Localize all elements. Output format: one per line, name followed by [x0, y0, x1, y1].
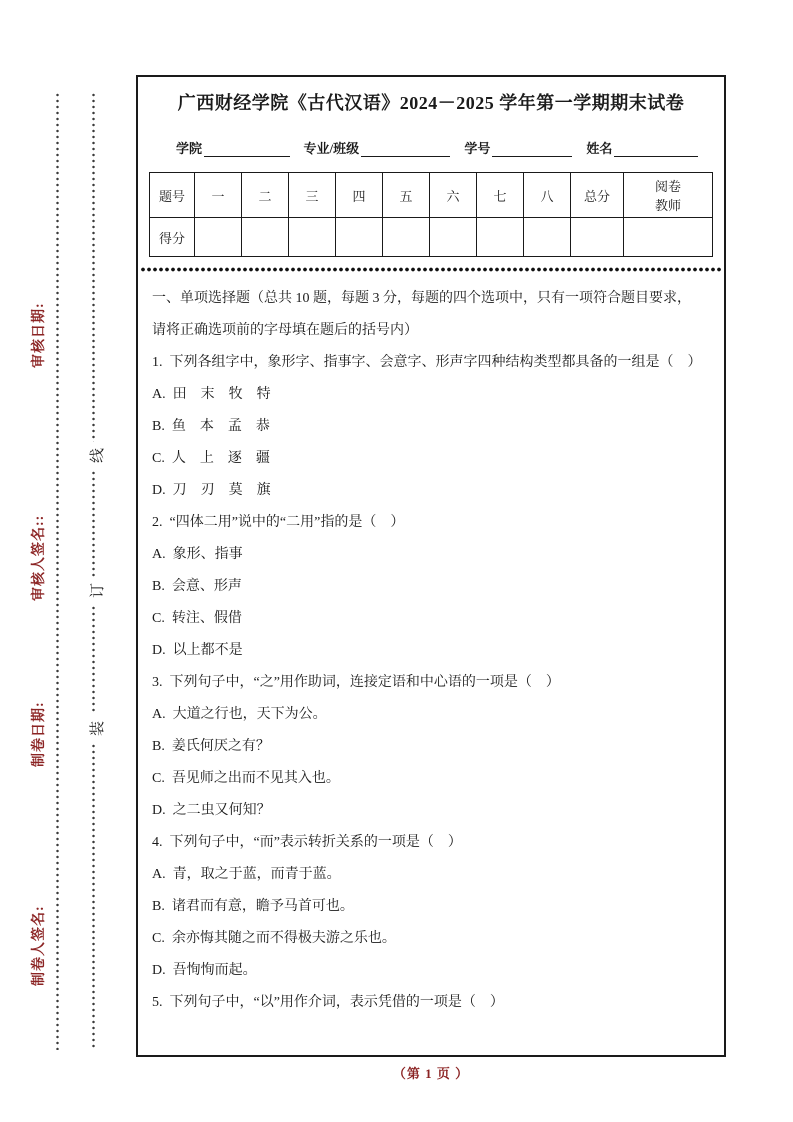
- score-cell-grader: [624, 218, 713, 257]
- field-underline-college: [204, 141, 290, 157]
- score-cell: [430, 218, 477, 257]
- score-table-grader-header: [624, 173, 713, 218]
- binding-dotted-line-segment: [92, 92, 95, 442]
- binding-char-ding: 订: [90, 582, 106, 598]
- score-table-header-5: 五: [383, 173, 430, 218]
- score-table-header-4: 四: [336, 173, 383, 218]
- grader-label-line2: 教师: [654, 198, 681, 213]
- grader-label-line1: 阅卷: [654, 179, 681, 194]
- question-2-option-d: D. 以上都不是: [152, 643, 243, 658]
- question-4-option-b: B. 诸君而有意，瞻予马首可也。: [152, 899, 354, 914]
- binding-char-xian: 线: [90, 447, 106, 463]
- score-cell: [242, 218, 289, 257]
- score-table-header-8: 八: [524, 173, 571, 218]
- score-cell: [383, 218, 430, 257]
- score-table-header-total: 总分: [571, 173, 624, 218]
- field-label-major-class: 专业/班级: [303, 141, 360, 156]
- field-label-name: 姓名: [586, 141, 613, 156]
- binding-dotted-line-segment: [92, 743, 95, 1050]
- binding-char-zhuang: 装: [90, 720, 106, 736]
- score-table-row-label: 得分: [150, 218, 195, 257]
- paper-title: 广西财经学院《古代汉语》2024－2025 学年第一学期期末试卷: [177, 93, 685, 113]
- question-4-stem: 4. 下列句子中，“而”表示转折关系的一项是（ ）: [152, 835, 462, 850]
- score-table: [149, 172, 713, 257]
- score-table-header-7: 七: [477, 173, 524, 218]
- score-cell: [524, 218, 571, 257]
- question-1-stem: 1. 下列各组字中，象形字、指事字、会意字、形声字四种结构类型都具备的一组是（ ）: [152, 355, 702, 370]
- field-label-student-id: 学号: [464, 141, 491, 156]
- question-3-stem: 3. 下列句子中，“之”用作助词，连接定语和中心语的一项是（ ）: [152, 675, 560, 690]
- binding-dotted-line-segment: [92, 470, 95, 578]
- question-1-option-c: C. 人 上 逐 疆: [152, 451, 270, 466]
- section-intro-line: 一、单项选择题（总共 10 题，每题 3 分，每题的四个选项中，只有一项符合题目要求，: [152, 291, 691, 306]
- score-cell: [289, 218, 336, 257]
- stamp-paper-maker-signature-label: 制卷人签名:: [32, 905, 47, 986]
- binding-dotted-line-outer: [56, 92, 59, 1050]
- question-3-option-c: C. 吾见师之出而不见其入也。: [152, 771, 340, 786]
- stamp-paper-date-label: 制卷日期:: [32, 701, 47, 767]
- score-table-header-1: 一: [195, 173, 242, 218]
- question-4-option-c: C. 余亦悔其随之而不得极夫游之乐也。: [152, 931, 396, 946]
- question-2-option-b: B. 会意、形声: [152, 579, 242, 594]
- questions-area: [152, 283, 718, 1019]
- field-underline-major-class: [361, 141, 450, 157]
- field-underline-student-id: [492, 141, 572, 157]
- question-2-option-c: C. 转注、假借: [152, 611, 242, 626]
- page-number-footer: （第 1 页 ）: [392, 1066, 470, 1081]
- question-2-option-a: A. 象形、指事: [152, 547, 243, 562]
- field-underline-name: [614, 141, 698, 157]
- paper-border-box: [136, 75, 726, 1057]
- question-3-option-b: B. 姜氏何厌之有？: [152, 739, 270, 754]
- score-table-header-2: 二: [242, 173, 289, 218]
- score-cell: [336, 218, 383, 257]
- stamp-reviewer-signature-label: 审核人签名::: [32, 514, 47, 601]
- question-3-option-a: A. 大道之行也，天下为公。: [152, 707, 327, 722]
- score-cell: [477, 218, 524, 257]
- score-table-corner: 题号: [150, 173, 195, 218]
- student-info-row: [176, 135, 712, 157]
- question-1-option-b: B. 鱼 本 孟 恭: [152, 419, 270, 434]
- score-cell-total: [571, 218, 624, 257]
- section-intro-line: 请将正确选项前的字母填在题后的括号内）: [152, 323, 418, 338]
- question-5-stem: 5. 下列句子中，“以”用作介词，表示凭借的一项是（ ）: [152, 995, 504, 1010]
- score-table-header-6: 六: [430, 173, 477, 218]
- binding-dotted-line-segment: [92, 605, 95, 713]
- question-4-option-a: A. 青，取之于蓝，而青于蓝。: [152, 867, 341, 882]
- dotted-separator: [140, 266, 722, 273]
- question-4-option-d: D. 吾恂恂而起。: [152, 963, 257, 978]
- stamp-review-date-label: 审核日期:: [32, 302, 47, 368]
- question-1-option-a: A. 田 末 牧 特: [152, 387, 271, 402]
- field-label-college: 学院: [176, 141, 203, 156]
- score-table-header-3: 三: [289, 173, 336, 218]
- score-cell: [195, 218, 242, 257]
- question-2-stem: 2. “四体二用”说中的“二用”指的是（ ）: [152, 515, 405, 530]
- question-1-option-d: D. 刀 刃 莫 旗: [152, 483, 271, 498]
- question-3-option-d: D. 之二虫又何知？: [152, 803, 271, 818]
